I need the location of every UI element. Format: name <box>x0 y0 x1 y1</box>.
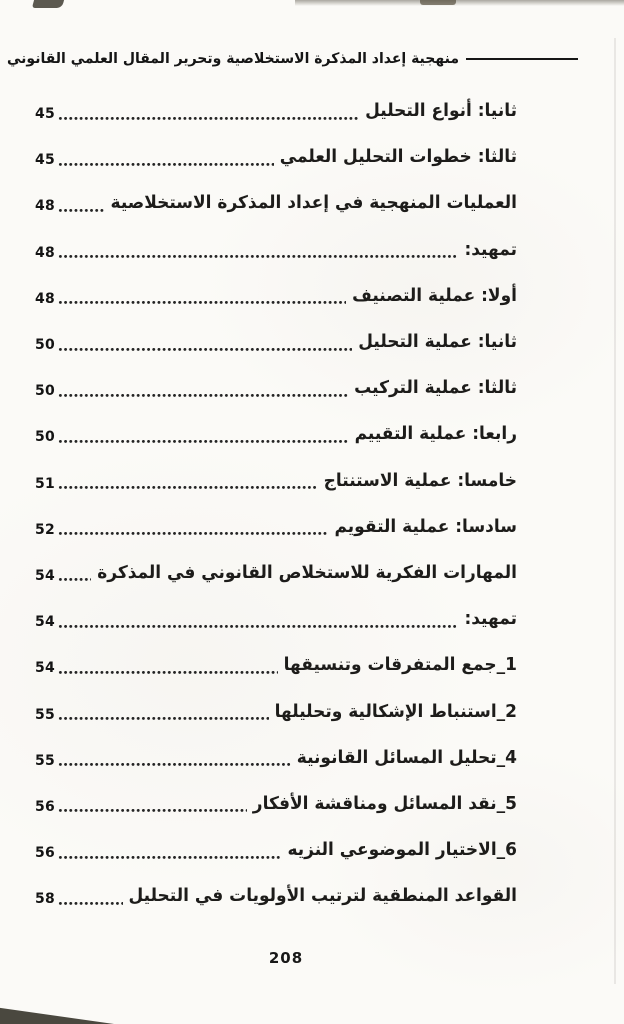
toc-dots-leader <box>58 254 458 259</box>
toc-page-number: 58 <box>35 891 56 908</box>
toc-dots-leader <box>58 577 91 582</box>
table-of-contents <box>35 88 517 919</box>
toc-dots-leader <box>58 208 104 213</box>
toc-dots-leader <box>58 439 349 444</box>
toc-row <box>35 458 517 504</box>
toc-entry-title: ثانيا: أنواع التحليل <box>365 100 517 122</box>
toc-row <box>35 504 517 550</box>
toc-page-number: 50 <box>35 337 56 354</box>
scan-artifact-top-right-blob <box>420 0 456 5</box>
toc-page-number: 50 <box>35 383 56 400</box>
toc-row <box>35 735 517 781</box>
toc-entry-title: رابعا: عملية التقييم <box>354 424 517 445</box>
toc-row <box>35 365 517 411</box>
toc-row <box>35 180 517 226</box>
toc-page-number: 48 <box>35 244 56 261</box>
toc-entry-title: القواعد المنطقية لترتيب الأولويات في التحليل <box>128 885 517 907</box>
toc-entry-title: 2_استنباط الإشكالية وتحليلها <box>274 701 517 722</box>
toc-entry-title: ثالثا: عملية التركيب <box>354 377 517 399</box>
toc-dots-leader <box>58 901 122 906</box>
toc-entry-title: خامسا: عملية الاستنتاج <box>323 470 517 491</box>
toc-row <box>35 688 517 734</box>
toc-row <box>35 781 517 827</box>
toc-row <box>35 642 517 688</box>
header-rule-right <box>466 58 578 60</box>
page-number: 208 <box>268 949 304 967</box>
toc-dots-leader <box>58 855 281 860</box>
toc-entry-title: سادسا: عملية التقويم <box>334 516 517 538</box>
toc-entry-title: 5_نقد المسائل ومناقشة الأفكار <box>252 793 517 815</box>
scan-artifact-corner-shadow <box>0 998 114 1024</box>
toc-row <box>35 550 517 596</box>
toc-dots-leader <box>58 808 247 813</box>
toc-page-number: 52 <box>35 521 56 538</box>
toc-page-number: 45 <box>35 152 56 169</box>
toc-row <box>35 596 517 642</box>
toc-page-number: 54 <box>35 614 56 631</box>
toc-dots-leader <box>58 624 458 629</box>
toc-page-number: 55 <box>35 706 56 723</box>
toc-entry-title: المهارات الفكرية للاستخلاص القانوني في المذكرة <box>97 562 517 584</box>
page-footer <box>0 948 572 967</box>
toc-dots-leader <box>58 116 359 121</box>
running-header <box>7 44 578 74</box>
toc-dots-leader <box>58 300 346 305</box>
book-title: منهجية إعداد المذكرة الاستخلاصية وتحرير المقال العلمي القانوني <box>7 50 459 68</box>
scan-artifact-right-edge <box>614 38 616 984</box>
toc-entry-title: 4_تحليل المسائل القانونية <box>296 747 517 769</box>
toc-entry-title: ثالثا: خطوات التحليل العلمي <box>279 146 517 168</box>
toc-entry-title: 6_الاختيار الموضوعي النزيه <box>287 839 517 861</box>
toc-row <box>35 411 517 457</box>
toc-dots-leader <box>58 716 269 721</box>
toc-page-number: 50 <box>35 429 56 446</box>
toc-entry-title: تمهيد: <box>464 608 517 630</box>
scan-artifact-top-strip <box>295 0 624 6</box>
toc-dots-leader <box>58 162 274 167</box>
toc-page-number: 54 <box>35 660 56 677</box>
toc-row <box>35 873 517 919</box>
toc-row <box>35 273 517 319</box>
toc-page-number: 51 <box>35 475 56 492</box>
toc-dots-leader <box>58 531 328 536</box>
toc-page-number: 48 <box>35 198 56 215</box>
toc-row <box>35 227 517 273</box>
toc-page-number: 48 <box>35 290 56 307</box>
toc-dots-leader <box>58 670 278 675</box>
toc-page-number: 45 <box>35 106 56 123</box>
toc-page-number: 56 <box>35 798 56 815</box>
toc-dots-leader <box>58 393 348 398</box>
toc-row <box>35 88 517 134</box>
toc-row <box>35 134 517 180</box>
toc-dots-leader <box>58 347 352 352</box>
toc-entry-title: 1_جمع المتفرقات وتنسيقها <box>283 655 517 676</box>
toc-page-number: 56 <box>35 845 56 862</box>
toc-entry-title: أولا: عملية التصنيف <box>352 285 517 307</box>
toc-dots-leader <box>58 762 291 767</box>
toc-entry-title: العمليات المنهجية في إعداد المذكرة الاستخلاصية <box>110 193 517 214</box>
toc-page-number: 55 <box>35 752 56 769</box>
toc-row <box>35 319 517 365</box>
scan-artifact-top-left-smudge <box>32 0 64 8</box>
toc-row <box>35 827 517 873</box>
toc-entry-title: ثانيا: عملية التحليل <box>358 331 517 353</box>
toc-entry-title: تمهيد: <box>464 239 517 260</box>
toc-dots-leader <box>58 485 318 490</box>
toc-page-number: 54 <box>35 567 56 584</box>
